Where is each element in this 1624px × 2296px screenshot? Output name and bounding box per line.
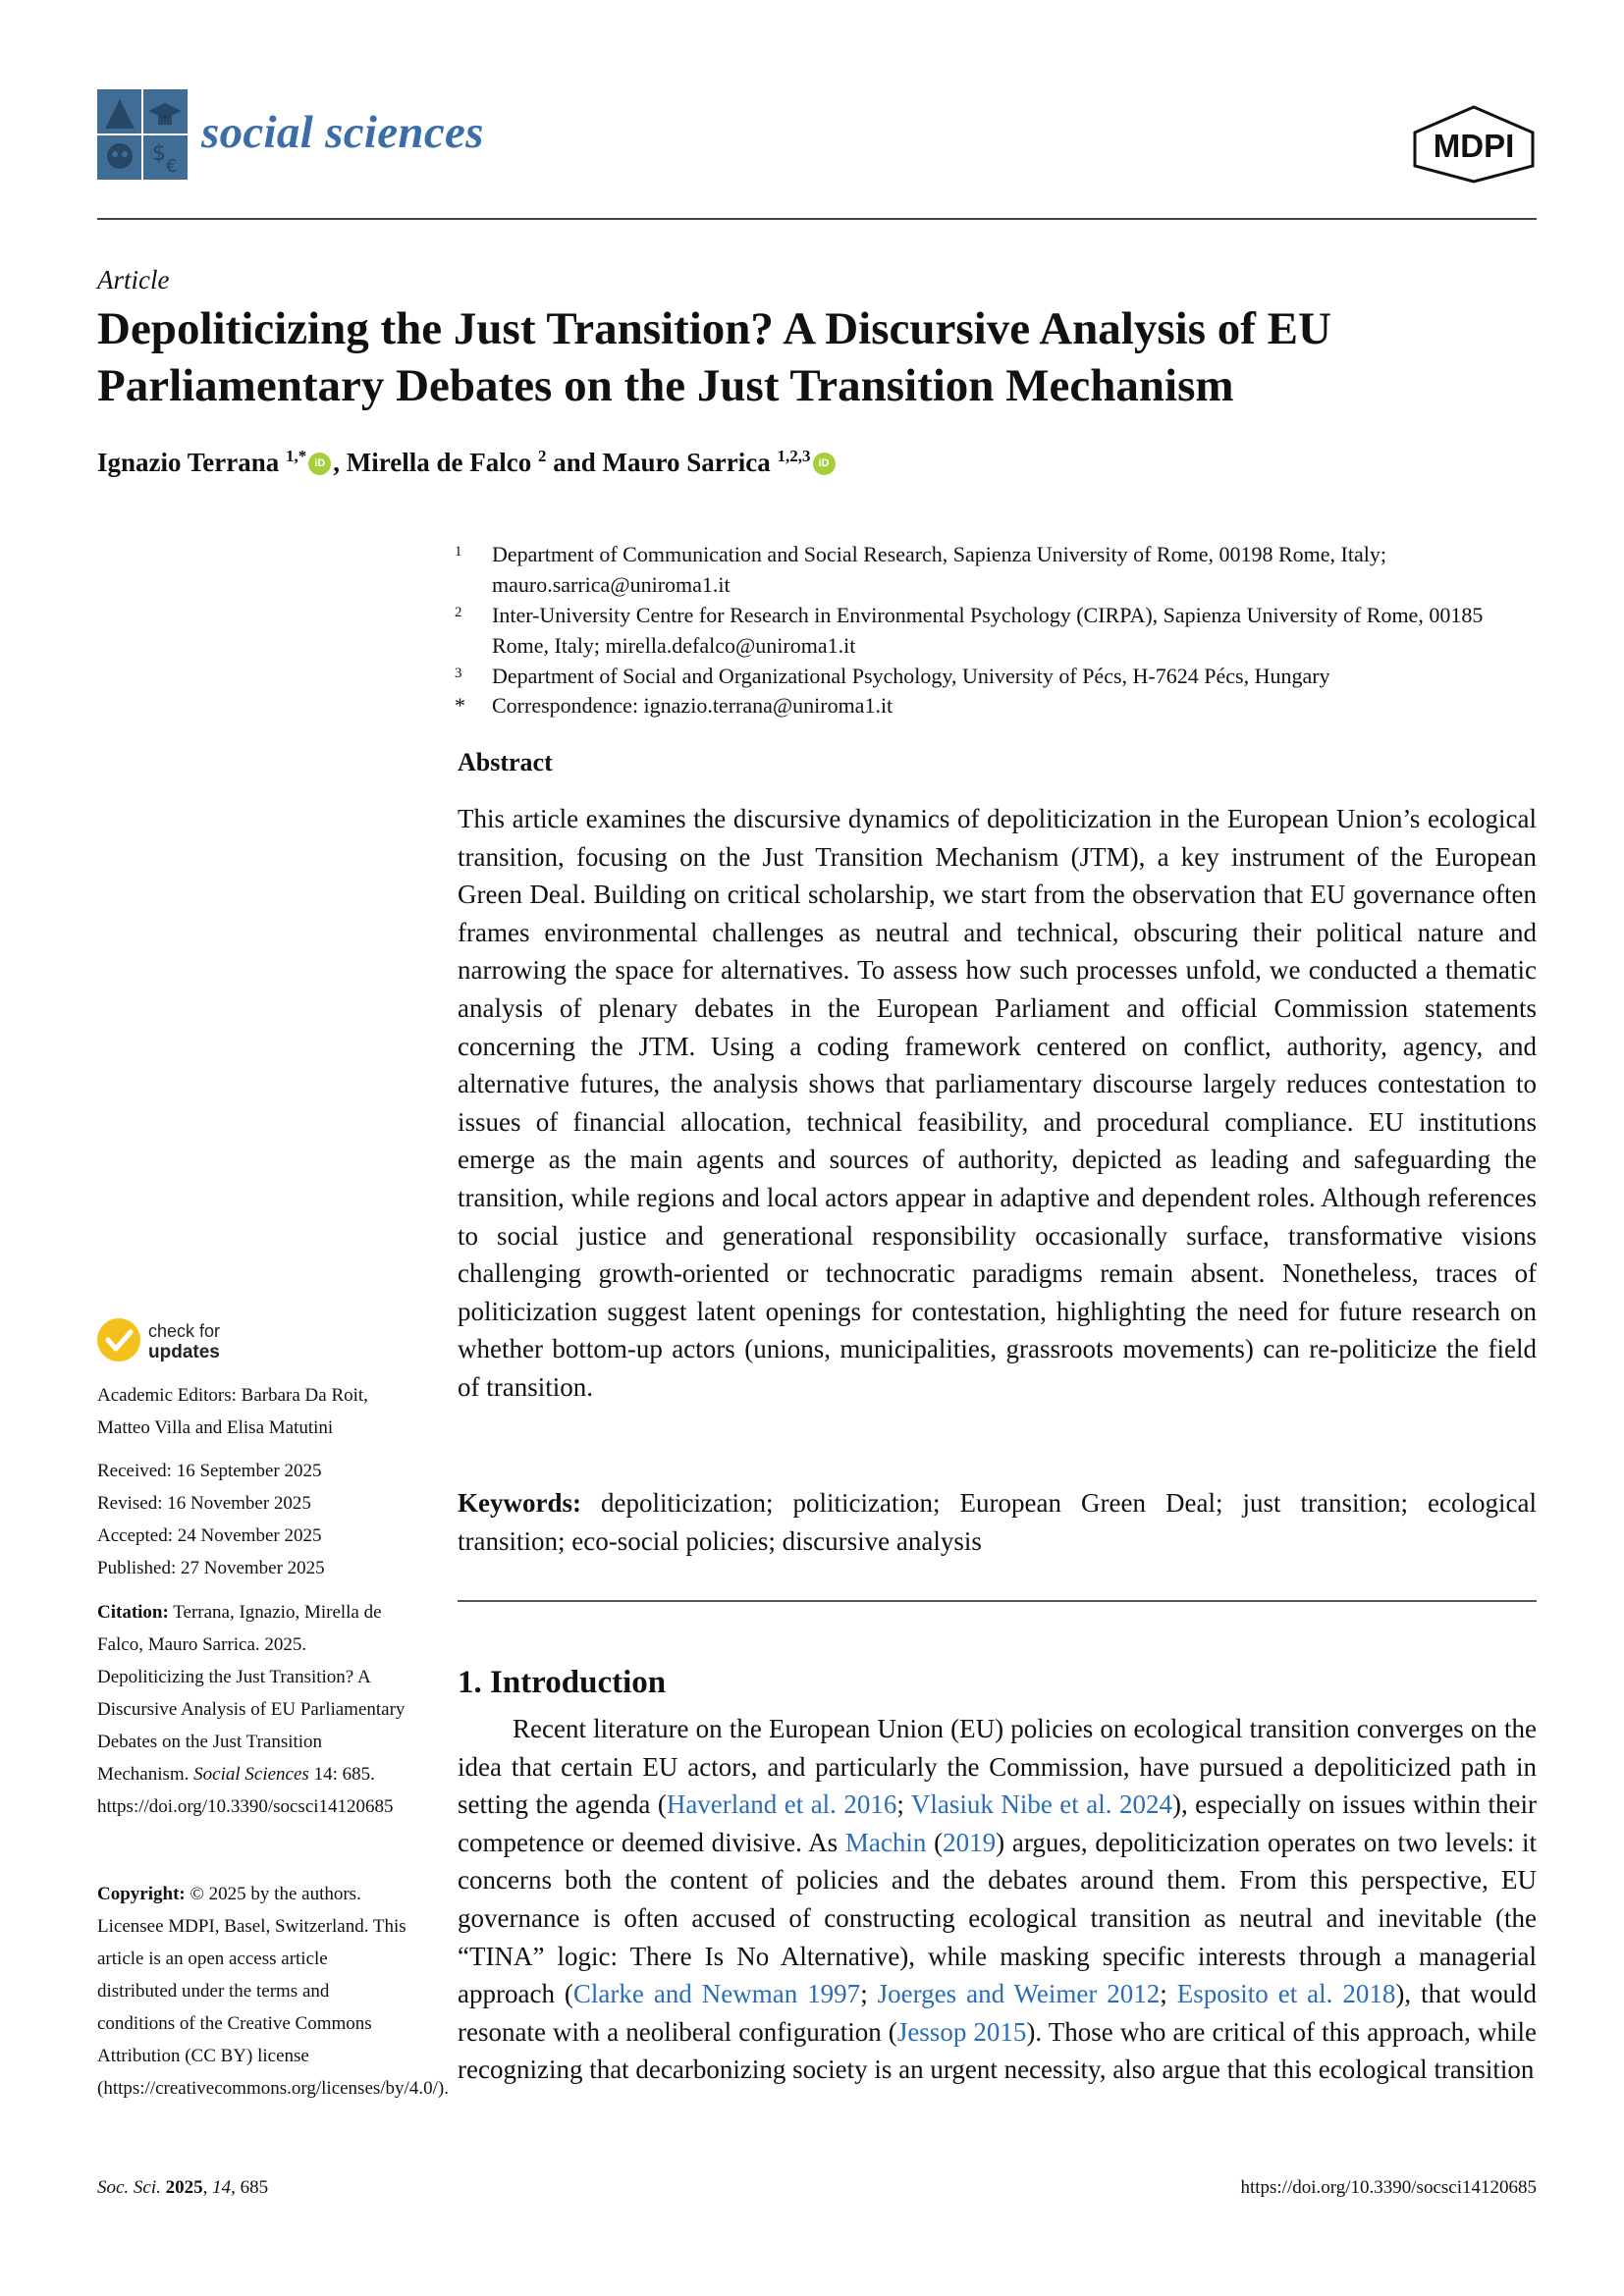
check-for-updates-badge[interactable] <box>97 1315 254 1364</box>
citation-text: Terrana, Ignazio, Mirella de Falco, Mauro Sarrica. 2025. Depoliticizing the Just Transition? A Discursive Analysis of EU Parliamentary Debates on the Just Transition Mechanism. <box>97 1602 406 1785</box>
citation <box>97 1596 409 1823</box>
footer-doi-link[interactable]: https://doi.org/10.3390/socsci14120685 <box>1240 2177 1537 2198</box>
affiliation-text: Department of Communication and Social Research, Sapienza University of Rome, 00198 Rome, Italy; mauro.sarrica@uniroma1.it <box>492 542 1386 597</box>
citation-link[interactable]: Machin <box>844 1827 927 1857</box>
affiliation-mark: 3 <box>455 666 462 681</box>
citation-journal: Social Sciences <box>193 1764 309 1785</box>
author-separator: , <box>333 448 347 477</box>
orcid-icon[interactable]: iD <box>813 453 836 475</box>
orcid-icon[interactable]: iD <box>308 453 331 475</box>
publisher-logo-icon <box>1411 105 1537 184</box>
date-received: Received: 16 September 2025 <box>97 1461 322 1481</box>
affiliation <box>455 661 1544 691</box>
footer-article-number: , 685 <box>231 2177 269 2198</box>
author-separator: and <box>546 448 603 477</box>
copyright-text: © 2025 by the authors. Licensee MDPI, Basel, Switzerland. This article is an open access article distributed under the terms and conditions of the Creative Commons Attribution (CC BY) license (https://creativecommons.org/licenses/by/4.0/). <box>97 1884 449 2099</box>
citation-link[interactable]: 2019 <box>943 1827 997 1857</box>
keywords-label: Keywords: <box>458 1488 581 1518</box>
citation-label: Citation: <box>97 1602 169 1623</box>
author-affiliation-mark: 2 <box>537 447 547 465</box>
footer-journal-abbr: Soc. Sci. <box>97 2177 161 2198</box>
abstract-heading: Abstract <box>458 748 553 776</box>
date-published: Published: 27 November 2025 <box>97 1558 325 1578</box>
article-type: Article <box>97 265 170 294</box>
keywords-text: depoliticization; politicization; European Green Deal; just transition; ecological transition; eco-social policies; discursive analysis <box>458 1488 1537 1556</box>
citation-rest[interactable]: 14: 685. https://doi.org/10.3390/socsci14120685 <box>97 1764 394 1817</box>
check-updates-line2: updates <box>148 1342 220 1362</box>
check-icon <box>97 1318 140 1362</box>
paragraph-text: ; <box>860 1979 878 2009</box>
citation-link[interactable]: Clarke and Newman 1997 <box>572 1979 861 2009</box>
section-divider <box>458 1600 1537 1602</box>
abstract-text: This article examines the discursive dynamics of depoliticization in the European Union’s ecological transition, focusing on the Just Transition Mechanism (JTM), a key instrument of the European Green Deal. Building on critical scholarship, we start from the observation that EU governance often frames environmental challenges as neutral and technical, obscuring their political nature and narrowing the space for alternatives. To assess how such processes unfold, we conducted a thematic analysis of plenary debates in the European Parliament and official Commission statements concerning the JTM. Using a coding framework centered on conflict, authority, agency, and alternative futures, the analysis shows that parliamentary discourse largely reduces contestation to issues of financial allocation, technical feasibility, and procedural compliance. EU institutions emerge as the main agents and sources of authority, depicted as leading and safeguarding the transition, while regions and local actors appear in adaptive and dependent roles. Although references to social justice and generational responsibility occasionally surface, transformative visions challenging growth-oriented or technocratic paradigms remain absent. Nonetheless, traces of politicization suggest latent openings for contestation, highlighting the need for future research on whether bottom-up actors (unions, municipalities, grassroots movements) can re-politicize the field of transition. <box>458 804 1537 1402</box>
journal-name: social sciences <box>201 107 484 158</box>
affiliation <box>455 539 1544 600</box>
journal-logo-icon <box>97 89 188 180</box>
article-title: Depoliticizing the Just Transition? A Discursive Analysis of EU Parliamentary Debates on the Just Transition Mechanism <box>97 303 1331 411</box>
paragraph-text: Recent literature on the European Union (EU) policies on ecological transition converges on the idea that certain EU actors, and particularly the Commission, have pursued a depoliticized path in setting the agenda ( <box>458 1714 1537 1820</box>
citation-link[interactable]: Vlasiuk Nibe et al. 2024 <box>910 1789 1172 1820</box>
footer-citation: Soc. Sci. 2025, 14, 685 <box>97 2177 269 2198</box>
svg-text:€: € <box>166 156 178 177</box>
citation-link[interactable]: Joerges and Weimer 2012 <box>877 1979 1161 2009</box>
paragraph-text: ), that would resonate with a neoliberal configuration ( <box>458 1979 1538 2047</box>
date-accepted: Accepted: 24 November 2025 <box>97 1525 322 1546</box>
affiliation-mark: * <box>455 693 465 718</box>
copyright-label: Copyright: <box>97 1884 186 1904</box>
affiliation-text: Inter-University Centre for Research in Environmental Psychology (CIRPA), Sapienza University of Rome, 00185 Rome, Italy; mirella.defalco@uniroma1.it <box>492 603 1484 658</box>
introduction-paragraph <box>458 1710 1537 2089</box>
affiliation <box>455 690 1544 721</box>
section-heading: 1. Introduction <box>458 1665 667 1700</box>
author-affiliation-mark: 1,* <box>286 447 307 465</box>
paragraph-text: ; <box>1160 1979 1177 2009</box>
date-revised: Revised: 16 November 2025 <box>97 1493 311 1514</box>
citation-link[interactable]: Jessop 2015 <box>896 2016 1027 2047</box>
paragraph-text: ; <box>896 1789 911 1820</box>
affiliation-text: Correspondence: ignazio.terrana@uniroma1.it <box>492 693 893 718</box>
footer-volume: 14 <box>212 2177 232 2198</box>
check-updates-line1: check for <box>148 1321 221 1341</box>
copyright <box>97 1878 449 2105</box>
affiliation-mark: 1 <box>455 544 462 560</box>
author-name[interactable]: Ignazio Terrana <box>97 448 280 477</box>
author-name[interactable]: Mauro Sarrica <box>602 448 771 477</box>
author-affiliation-mark: 1,2,3 <box>777 447 811 465</box>
affiliation-text: Department of Social and Organizational Psychology, University of Pécs, H-7624 Pécs, Hungary <box>492 664 1330 688</box>
paragraph-text: ), especially on issues within their competence or deemed divisive. As <box>458 1789 1537 1857</box>
affiliation-mark: 2 <box>455 605 462 620</box>
academic-editors: Academic Editors: Barbara Da Roit, Matteo Villa and Elisa Matutini <box>97 1385 368 1438</box>
header-divider <box>97 218 1537 220</box>
svg-text:$: $ <box>152 141 166 166</box>
footer-year: 2025 <box>165 2177 203 2198</box>
affiliation <box>455 600 1544 661</box>
citation-link[interactable]: Haverland et al. 2016 <box>666 1789 897 1820</box>
paragraph-text: ). Those who are critical of this approach, while recognizing that decarbonizing society is an urgent necessity, also argue that this ecological transition <box>458 2016 1537 2085</box>
author-name[interactable]: Mirella de Falco <box>346 448 532 477</box>
publisher-logo-text: MDPI <box>1433 128 1515 164</box>
citation-link[interactable]: Esposito et al. 2018 <box>1176 1979 1396 2009</box>
keywords <box>458 1484 1537 1560</box>
paragraph-text: ( <box>926 1827 944 1857</box>
paragraph-text: ) argues, depoliticization operates on two levels: it concerns both the content of policies and the debates around them. From this perspective, EU governance is often accused of constructing ecological transition as neutral and inevitable (the “TINA” logic: There Is No Alternative), while masking specific interests through a managerial approach ( <box>458 1827 1537 2009</box>
author-list <box>97 447 838 478</box>
